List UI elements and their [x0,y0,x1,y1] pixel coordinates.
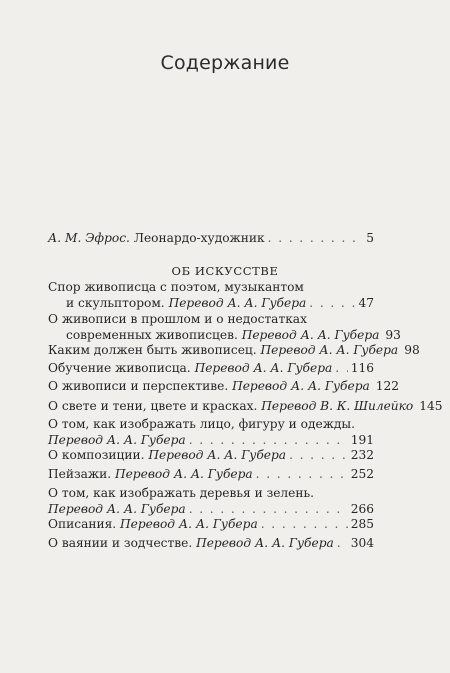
toc-row [48,342,420,358]
toc-entry-text [48,535,334,551]
translator-credit: Перевод А. А. Губера [260,343,399,357]
toc-entry-line: Спор живописца с поэтом, музыкантом [48,280,304,294]
toc-row [48,360,374,376]
toc-entry [48,485,374,517]
leader-dots [337,535,348,551]
toc-row [48,447,374,463]
toc-entry [48,466,374,482]
toc-entry-intro [48,230,374,246]
toc-row [48,535,374,551]
toc-row [48,501,374,517]
toc-entry [48,416,374,448]
translator-credit: Перевод А. А. Губера [114,467,253,481]
entry-title: Леонардо-художник [133,231,265,245]
toc-entry-text [48,466,253,482]
page-number: 191 [350,433,374,447]
toc-entry [48,535,374,551]
toc-entry-text [48,432,186,448]
entry-title: Обучение живописца. [48,361,195,375]
page-number: 304 [350,536,374,550]
page-title: Содержание [160,52,290,74]
toc-entry-line: О том, как изображать лицо, фигуру и одежды. [48,417,355,431]
toc-row [48,466,374,482]
toc-entry [48,398,443,414]
toc-entry [48,279,374,311]
translator-credit: Перевод А. А. Губера [168,296,307,310]
page-number: 122 [375,379,400,393]
page-number: 285 [350,517,374,531]
toc-entry [48,378,400,394]
translator-credit: Перевод А. А. Губера [194,361,333,375]
page-number: 98 [404,343,420,357]
toc-entry [48,516,374,532]
translator-credit: Перевод А. А. Губера [48,502,186,516]
leader-dots [309,295,355,311]
toc-entry [48,360,374,376]
page-number: 5 [366,231,374,245]
leader-dots [268,230,361,246]
toc-row [48,230,374,246]
translator-credit: Перевод А. А. Губера [148,448,287,462]
entry-title: Пейзажи. [48,467,115,481]
toc-entry-text [48,230,265,246]
toc-entry-line: О том, как изображать деревья и зелень. [48,486,315,500]
toc-entry-text [48,360,332,376]
entry-title: и скульптором. [66,296,169,310]
toc-row [48,432,374,448]
page-number: 116 [350,361,374,375]
toc-row [48,378,400,394]
translator-credit: Перевод А. А. Губера [120,517,258,531]
author-name: А. М. Эфрос. [48,231,130,245]
page-number: 93 [385,328,401,342]
translator-credit: Перевод А. А. Губера [196,536,334,550]
toc-entry-text [48,342,398,358]
leader-dots [189,501,348,517]
leader-dots [256,466,348,482]
toc-row [48,295,374,311]
section-heading: ОБ ИСКУССТВЕ [171,264,279,278]
entry-title: О композиции. [48,448,149,462]
translator-credit: Перевод А. А. Губера [241,328,380,342]
toc-entry-text [48,398,413,414]
toc-entry [48,342,420,358]
toc-row [48,516,374,532]
page-number: 252 [350,467,374,481]
leader-dots [289,447,348,463]
entry-title: Описания. [48,517,121,531]
page-number: 232 [350,448,374,462]
toc-entry-text [48,516,258,532]
toc-row [48,398,443,414]
page-number: 145 [419,399,443,413]
leader-dots [189,432,348,448]
entry-title: современных живописцев. [66,328,242,342]
entry-title: Каким должен быть живописец. [48,343,261,357]
toc-entry-text [48,447,286,463]
entry-title: О ваянии и зодчестве. [48,536,197,550]
translator-credit: Перевод А. А. Губера [232,379,370,393]
toc-entry-text [66,295,306,311]
toc-entry [48,447,374,463]
entry-title: О живописи и перспективе. [48,379,233,393]
toc-entry-text [48,378,370,394]
translator-credit: Перевод В. К. Шилейко [261,399,414,413]
translator-credit: Перевод А. А. Губера [48,433,186,447]
leader-dots [335,360,347,376]
entry-title: О свете и тени, цвете и красках. [48,399,262,413]
toc-row [48,327,401,343]
page-number: 47 [358,296,374,310]
leader-dots [261,516,348,532]
page-number: 266 [350,502,374,516]
toc-entry-line: О живописи в прошлом и о недостатках [48,312,307,326]
toc-entry-text [66,327,379,343]
toc-entry [48,311,401,343]
toc-entry-text [48,501,186,517]
